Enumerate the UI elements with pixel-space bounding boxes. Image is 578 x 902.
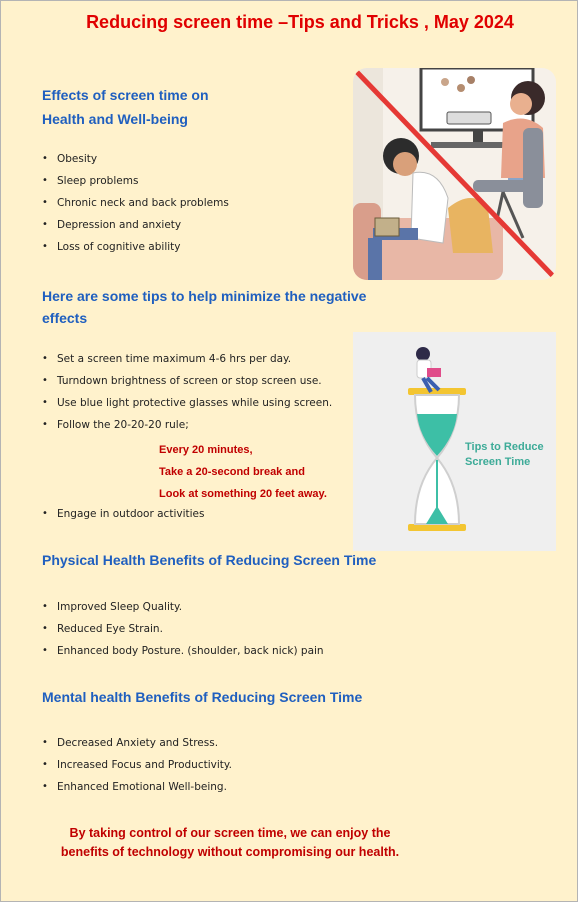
physical-heading: Physical Health Benefits of Reducing Screen Time bbox=[42, 552, 377, 568]
tips-heading-line2: effects bbox=[42, 310, 88, 326]
list-item: • Enhanced Emotional Well-being. bbox=[42, 776, 232, 798]
hourglass-label-line1: Tips to Reduce bbox=[465, 441, 544, 453]
tips-heading-line1: Here are some tips to help minimize the negative bbox=[42, 288, 367, 304]
list-item: • Increased Focus and Productivity. bbox=[42, 754, 232, 776]
list-item: • Sleep problems bbox=[42, 170, 229, 192]
list-item: • Loss of cognitive ability bbox=[42, 236, 229, 258]
mental-heading: Mental health Benefits of Reducing Screen Time bbox=[42, 689, 363, 705]
no-screen-illustration-icon bbox=[353, 68, 556, 280]
list-item: • Improved Sleep Quality. bbox=[42, 596, 324, 618]
list-item: • Set a screen time maximum 4-6 hrs per day. bbox=[42, 348, 332, 370]
list-item: • Reduced Eye Strain. bbox=[42, 618, 324, 640]
closing-line2: benefits of technology without compromising our health. bbox=[60, 845, 400, 859]
list-item: • Enhanced body Posture. (shoulder, back nick) pain bbox=[42, 640, 324, 662]
hourglass-label-line2: Screen Time bbox=[465, 456, 531, 468]
closing-statement bbox=[30, 824, 430, 862]
closing-line1: By taking control of our screen time, we can enjoy the bbox=[69, 826, 391, 840]
rule-line: Take a 20-second break and bbox=[159, 466, 305, 478]
tips-list-last bbox=[42, 503, 204, 525]
mental-list bbox=[42, 732, 232, 798]
tips-list bbox=[42, 348, 332, 436]
physical-list bbox=[42, 596, 324, 662]
screen-time-illustration bbox=[353, 68, 556, 280]
rule-line: Every 20 minutes, bbox=[159, 444, 253, 456]
list-item: • Follow the 20-20-20 rule; bbox=[42, 414, 332, 436]
rule-line: Look at something 20 feet away. bbox=[159, 488, 327, 500]
effects-list bbox=[42, 148, 229, 258]
list-item: • Chronic neck and back problems bbox=[42, 192, 229, 214]
rule-20-20-20 bbox=[159, 439, 327, 505]
list-item: • Decreased Anxiety and Stress. bbox=[42, 732, 232, 754]
hourglass-icon bbox=[353, 332, 556, 551]
effects-heading-line2: Health and Well-being bbox=[42, 111, 188, 127]
list-item: • Obesity bbox=[42, 148, 229, 170]
hourglass-illustration bbox=[353, 332, 556, 551]
list-item: • Use blue light protective glasses while using screen. bbox=[42, 392, 332, 414]
list-item: • Turndown brightness of screen or stop screen use. bbox=[42, 370, 332, 392]
page-title: Reducing screen time –Tips and Tricks , May 2024 bbox=[86, 12, 514, 32]
effects-heading-line1: Effects of screen time on bbox=[42, 87, 209, 103]
effects-heading bbox=[42, 84, 209, 130]
tips-heading bbox=[42, 285, 366, 329]
list-item: • Engage in outdoor activities bbox=[42, 503, 204, 525]
list-item: • Depression and anxiety bbox=[42, 214, 229, 236]
